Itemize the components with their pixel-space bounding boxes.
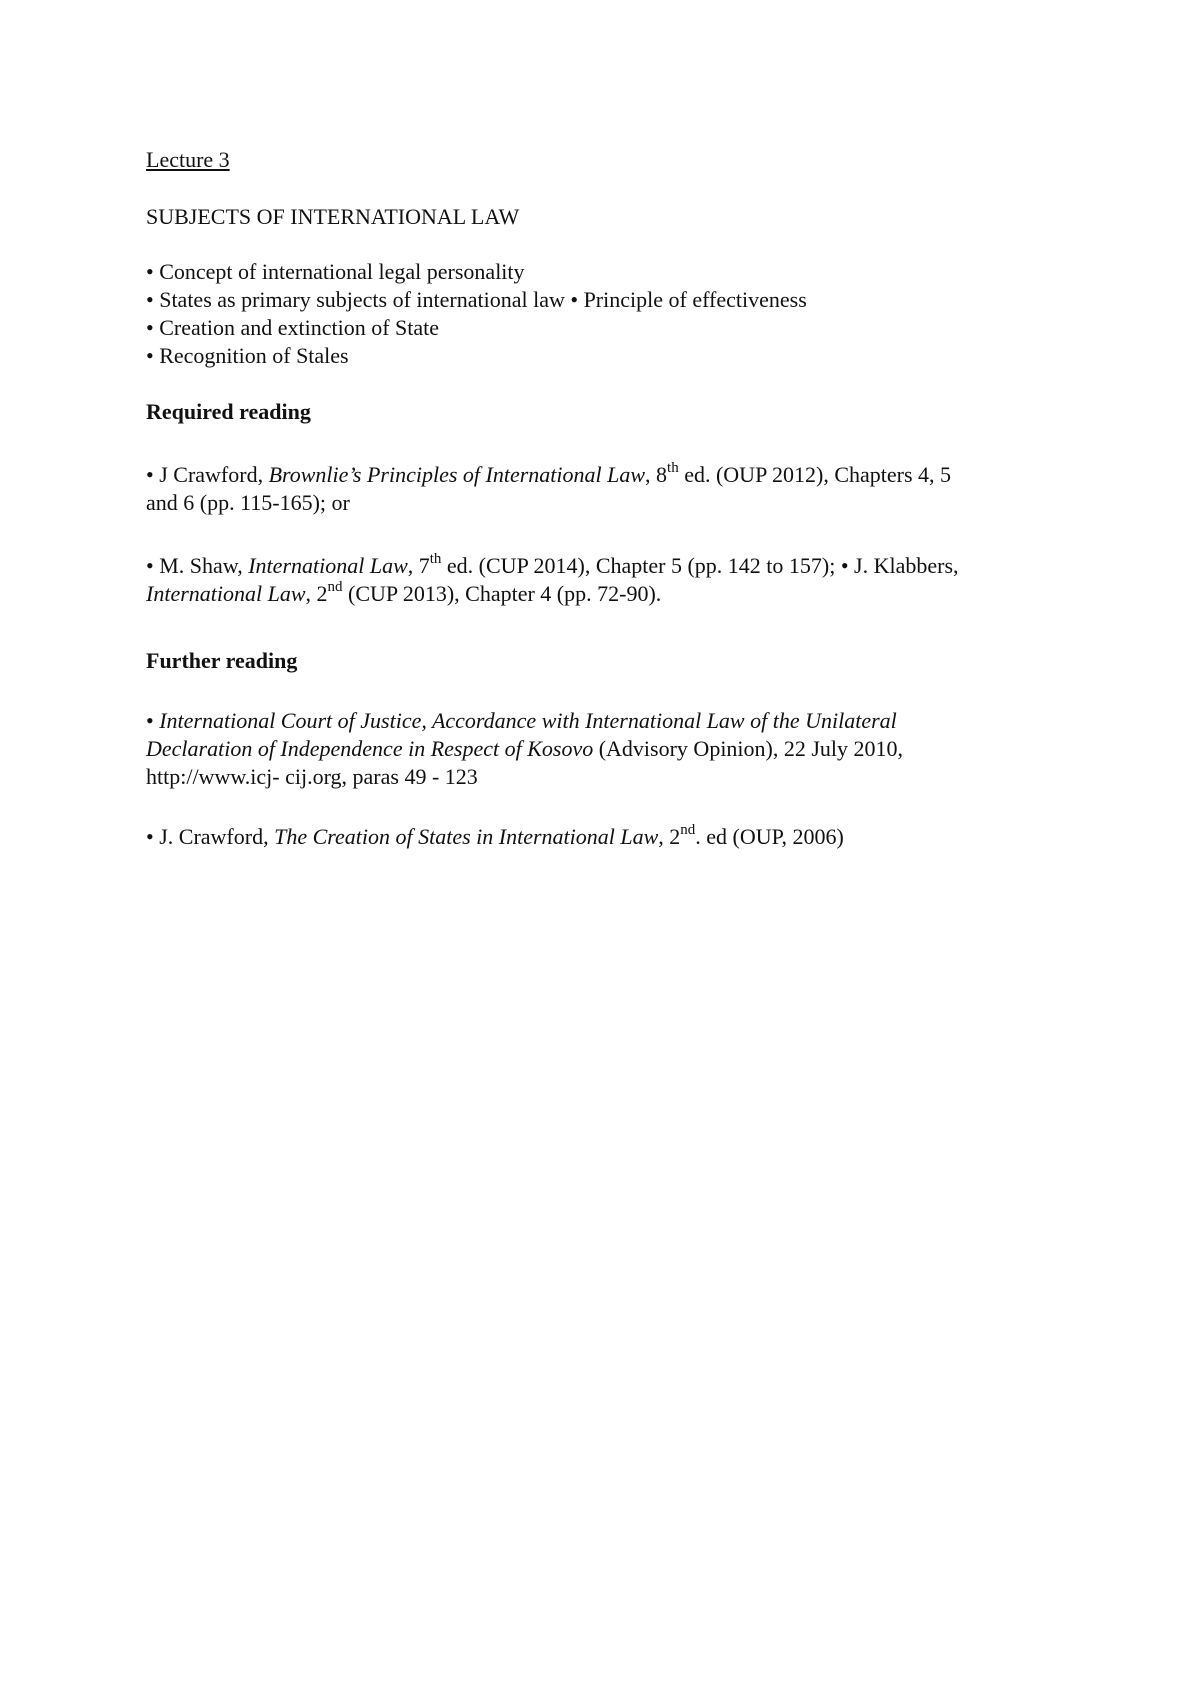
reference-lead: • J Crawford,: [146, 462, 269, 487]
reference-superscript: th: [667, 459, 679, 476]
reference-line: and 6 (pp. 115-165); or: [146, 490, 350, 515]
reference-text: , 2: [305, 581, 328, 606]
document-title: SUBJECTS OF INTERNATIONAL LAW: [146, 204, 520, 229]
reference-crawford-creation: [146, 823, 1076, 851]
reference-line: [146, 580, 1076, 608]
reference-icj-kosovo: [146, 707, 1076, 791]
reference-superscript: nd: [680, 821, 696, 838]
reference-title: The Creation of States in International Law: [274, 824, 659, 849]
topic-item: • States as primary subjects of international law • Principle of effectiveness: [146, 287, 807, 312]
required-reading-heading: Required reading: [146, 399, 311, 424]
reference-title: Declaration of Independence in Respect of Kosovo: [146, 736, 594, 761]
reference-line: [146, 707, 1076, 735]
reference-text: , 7: [407, 553, 430, 578]
reference-crawford-brownlie: [146, 461, 1076, 517]
reference-text: ed. (CUP 2014), Chapter 5 (pp. 142 to 157); • J. Klabbers,: [441, 553, 959, 578]
topic-item: • Creation and extinction of State: [146, 315, 440, 340]
reference-line: http://www.icj- cij.org, paras 49 - 123: [146, 764, 478, 789]
reference-text: (Advisory Opinion), 22 July 2010,: [593, 736, 904, 761]
lecture-label: Lecture 3: [146, 147, 230, 172]
reference-line: [146, 735, 1076, 763]
reference-text: ed. (OUP 2012), Chapters 4, 5: [678, 462, 952, 487]
reference-text: (CUP 2013), Chapter 4 (pp. 72-90).: [342, 581, 662, 606]
further-reading-heading: Further reading: [146, 648, 298, 673]
topic-item: • Concept of international legal personality: [146, 259, 525, 284]
reference-title: Brownlie’s Principles of International Law: [268, 462, 646, 487]
reference-title: International Law: [146, 581, 306, 606]
reference-title: International Court of Justice, Accordance with International Law of the Unilateral: [159, 708, 897, 733]
reference-text: . ed (OUP, 2006): [695, 824, 844, 849]
reference-lead: • M. Shaw,: [146, 553, 249, 578]
topic-list: [146, 258, 1076, 370]
reference-text: , 2: [658, 824, 681, 849]
reference-superscript: nd: [327, 578, 343, 595]
reference-line: [146, 823, 1076, 851]
reference-line: [146, 552, 1076, 580]
reference-title: International Law: [248, 553, 408, 578]
reference-line: [146, 461, 1076, 489]
reference-shaw-klabbers: [146, 552, 1076, 608]
reference-lead: • J. Crawford,: [146, 824, 275, 849]
reference-text: , 8: [645, 462, 668, 487]
reference-lead: •: [146, 708, 160, 733]
reference-superscript: th: [429, 550, 442, 567]
topic-item: • Recognition of Stales: [146, 343, 349, 368]
